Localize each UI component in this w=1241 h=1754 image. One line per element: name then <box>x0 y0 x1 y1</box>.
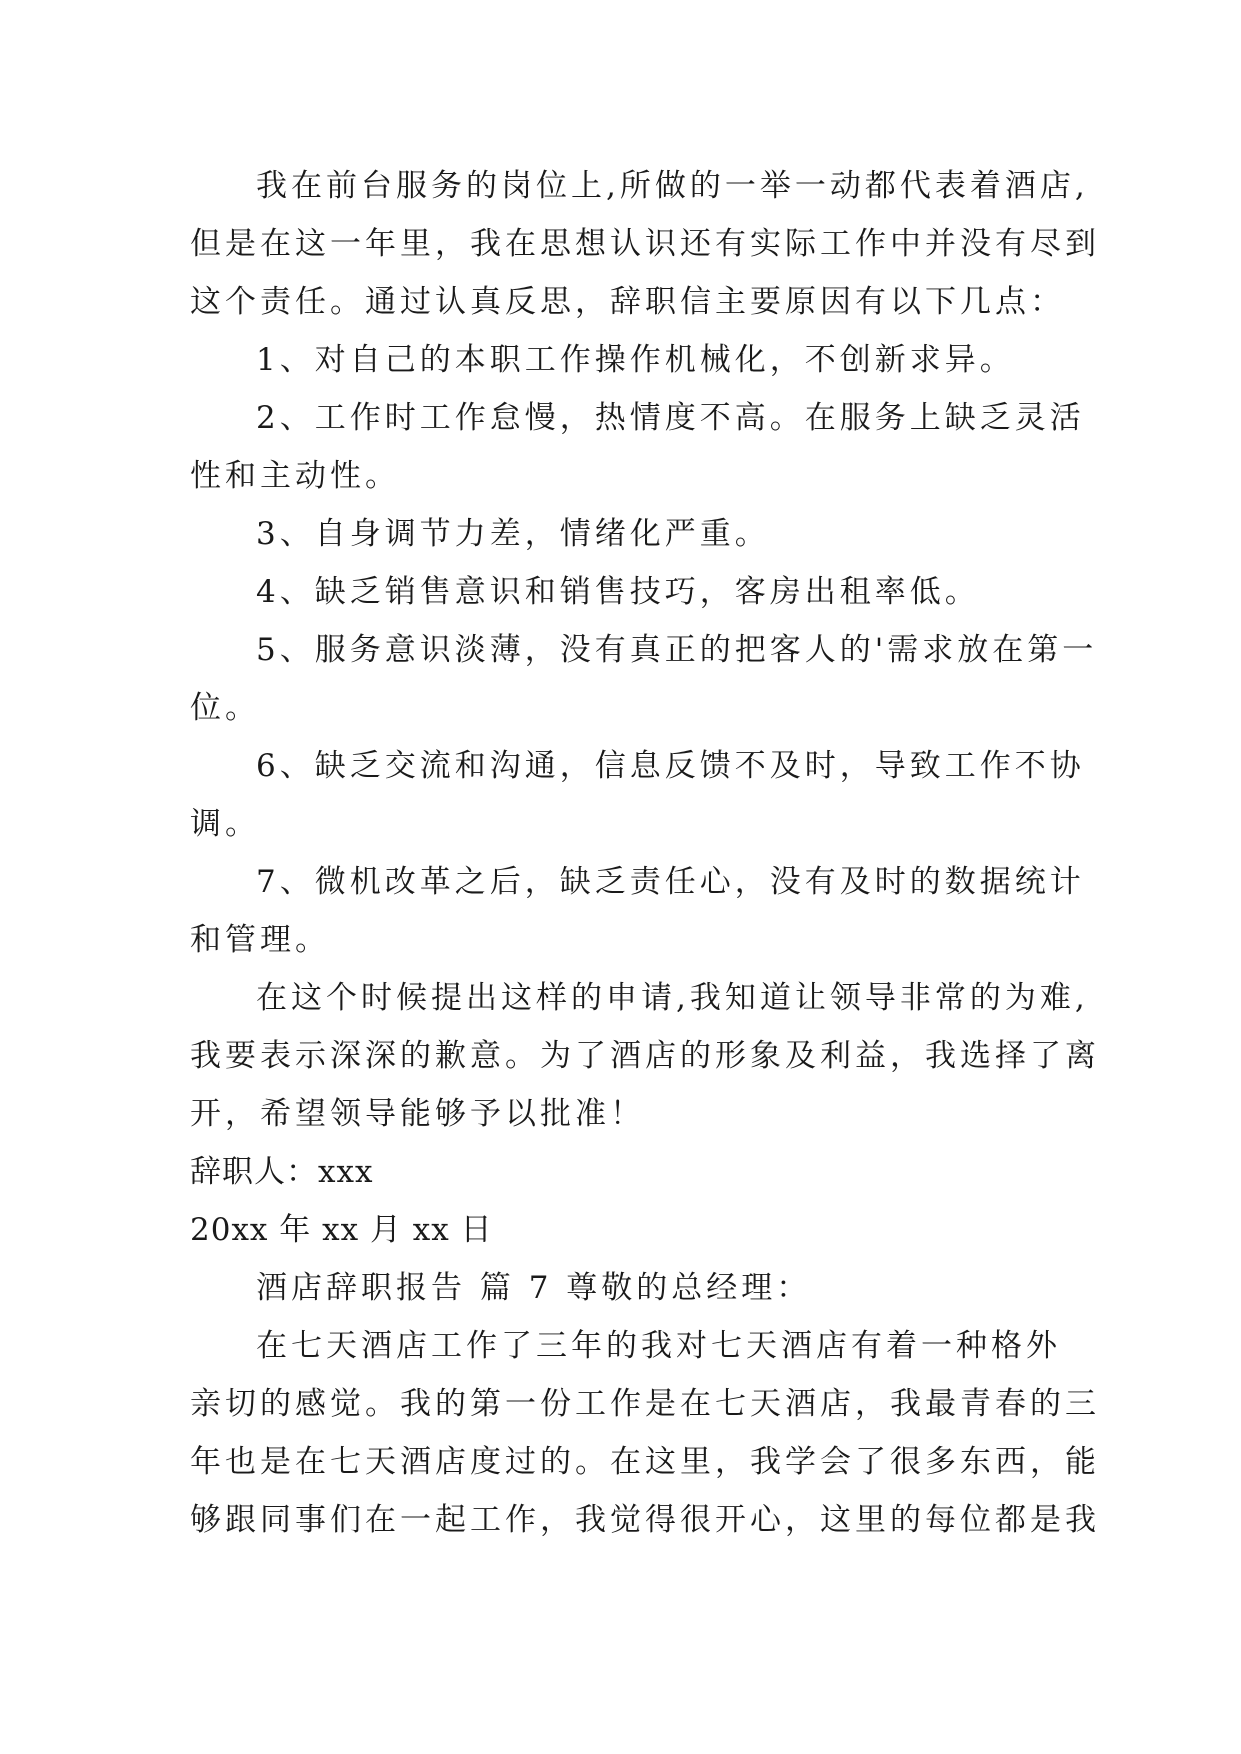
list-item-7: 7、微机改革之后，缺乏责任心，没有及时的数据统计 <box>256 864 1085 900</box>
paragraph-line: 我在前台服务的岗位上,所做的一举一动都代表着酒店, <box>256 168 1089 204</box>
list-item-4: 4、缺乏销售意识和销售技巧，客房出租率低。 <box>256 574 980 610</box>
paragraph-line: 够跟同事们在一起工作，我觉得很开心，这里的每位都是我 <box>190 1502 1100 1538</box>
paragraph-line: 年也是在七天酒店度过的。在这里，我学会了很多东西，能 <box>190 1444 1100 1480</box>
paragraph-line: 在这个时候提出这样的申请,我知道让领导非常的为难, <box>256 980 1089 1016</box>
list-item-1: 1、对自己的本职工作操作机械化，不创新求异。 <box>256 342 1015 378</box>
paragraph-line: 这个责任。通过认真反思，辞职信主要原因有以下几点： <box>190 284 1065 320</box>
date-line: 20xx 年 xx 月 xx 日 <box>190 1212 493 1248</box>
paragraph-line: 开，希望领导能够予以批准！ <box>190 1096 645 1132</box>
paragraph-line: 但是在这一年里，我在思想认识还有实际工作中并没有尽到 <box>190 226 1100 262</box>
signature-line: 辞职人：xxx <box>190 1154 374 1190</box>
list-item-5: 5、服务意识淡薄，没有真正的把客人的'需求放在第一 <box>256 632 1098 668</box>
paragraph-line: 在七天酒店工作了三年的我对七天酒店有着一种格外 <box>256 1328 1061 1364</box>
paragraph-line: 亲切的感觉。我的第一份工作是在七天酒店，我最青春的三 <box>190 1386 1100 1422</box>
list-item-2-cont: 性和主动性。 <box>190 458 400 494</box>
list-item-7-cont: 和管理。 <box>190 922 330 958</box>
section-heading: 酒店辞职报告 篇 7 尊敬的总经理： <box>256 1270 812 1306</box>
list-item-6: 6、缺乏交流和沟通，信息反馈不及时，导致工作不协 <box>256 748 1085 784</box>
list-item-3: 3、自身调节力差，情绪化严重。 <box>256 516 770 552</box>
list-item-6-cont: 调。 <box>190 806 260 842</box>
list-item-5-cont: 位。 <box>190 690 260 726</box>
list-item-2: 2、工作时工作怠慢，热情度不高。在服务上缺乏灵活 <box>256 400 1085 436</box>
paragraph-line: 我要表示深深的歉意。为了酒店的形象及利益，我选择了离 <box>190 1038 1100 1074</box>
